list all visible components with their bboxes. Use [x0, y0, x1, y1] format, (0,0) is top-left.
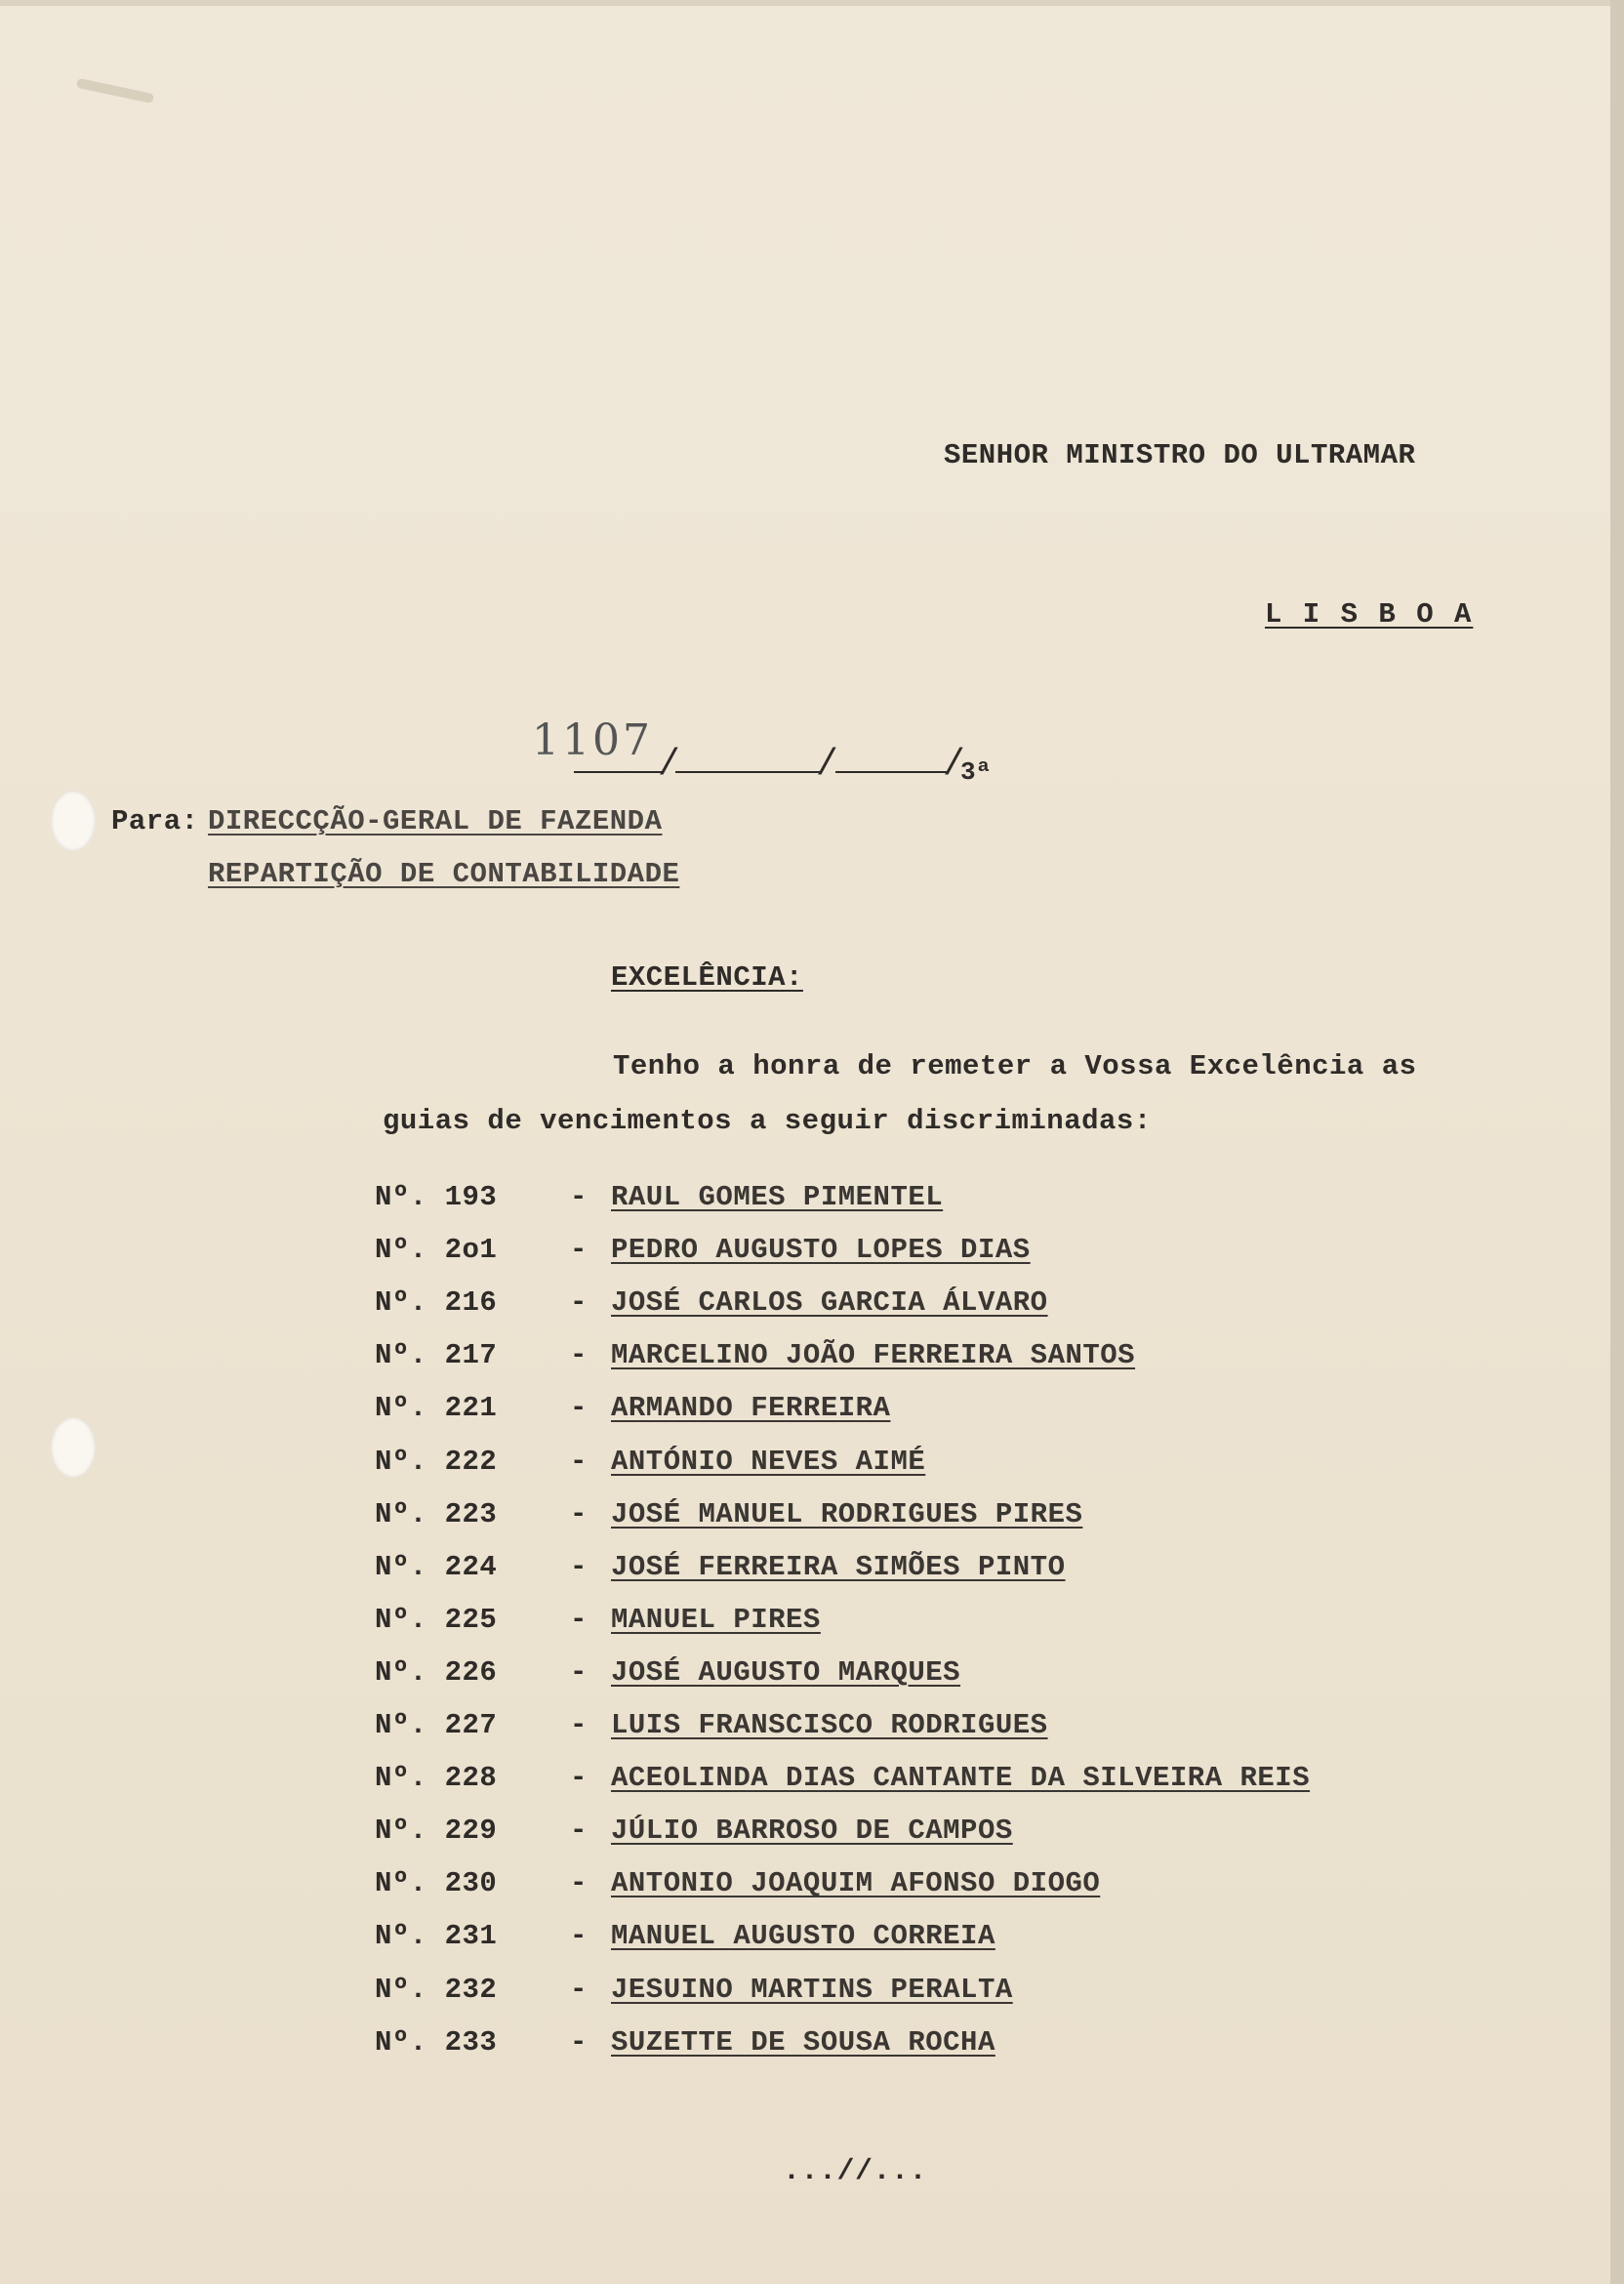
continuation-mark: ...//... — [783, 2155, 928, 2188]
entry-name: LUIS FRANSCISCO RODRIGUES — [611, 1709, 1048, 1741]
list-item — [375, 1234, 1031, 1273]
entry-name: SUZETTE DE SOUSA ROCHA — [611, 2025, 995, 2059]
reference-blank-3 — [835, 771, 947, 773]
entry-name: RAUL GOMES PIMENTEL — [611, 1181, 944, 1213]
entry-separator: - — [570, 2025, 588, 2059]
entry-name: JESUINO MARTINS PERALTA — [611, 1973, 1013, 2006]
entry-separator: - — [570, 1550, 588, 1583]
entry-separator: - — [570, 1920, 588, 1953]
entry-number: Nº. 222 — [375, 1445, 498, 1478]
entry-number: Nº. 225 — [375, 1603, 498, 1636]
recipient-line: SENHOR MINISTRO DO ULTRAMAR — [944, 439, 1416, 471]
punch-hole-bottom — [51, 1417, 96, 1478]
entry-separator: - — [570, 1867, 588, 1900]
entry-name: PEDRO AUGUSTO LOPES DIAS — [611, 1234, 1031, 1267]
page-top-edge — [0, 0, 1624, 6]
body-line-2: guias de vencimentos a seguir discriminadas: — [383, 1105, 1152, 1137]
reference-number: 1107 — [532, 715, 653, 765]
reference-slash-2: / — [816, 744, 838, 786]
salutation: EXCELÊNCIA: — [611, 961, 803, 994]
entry-number: Nº. 216 — [375, 1286, 498, 1320]
entry-number: Nº. 230 — [375, 1867, 498, 1900]
entry-number: Nº. 233 — [375, 2025, 498, 2059]
entry-separator: - — [570, 1815, 588, 1848]
entry-name: MANUEL PIRES — [611, 1603, 821, 1636]
entry-separator: - — [570, 1655, 588, 1689]
list-item — [375, 1920, 995, 1959]
list-item — [375, 1392, 890, 1431]
entry-name: JOSÉ AUGUSTO MARQUES — [611, 1655, 961, 1689]
addressee-line-2: REPARTIÇÃO DE CONTABILIDADE — [208, 858, 680, 890]
entry-name: ANTONIO JOAQUIM AFONSO DIOGO — [611, 1867, 1101, 1900]
list-item — [375, 1762, 1310, 1801]
body-line-1: Tenho a honra de remeter a Vossa Excelência as — [613, 1050, 1417, 1082]
entry-name: ACEOLINDA DIAS CANTANTE DA SILVEIRA REIS — [611, 1762, 1311, 1795]
entry-separator: - — [570, 1603, 588, 1636]
entry-number: Nº. 231 — [375, 1920, 498, 1953]
entry-name: JÚLIO BARROSO DE CAMPOS — [611, 1815, 1013, 1848]
punch-hole-top — [51, 791, 96, 851]
entry-name: JOSÉ CARLOS GARCIA ÁLVARO — [611, 1286, 1048, 1320]
entry-number: Nº. 223 — [375, 1497, 498, 1530]
reference-series: 3ª — [960, 757, 993, 787]
entry-number: Nº. 217 — [375, 1339, 498, 1372]
page-right-edge — [1610, 0, 1624, 2284]
entry-name: ARMANDO FERREIRA — [611, 1392, 891, 1425]
entry-separator: - — [570, 1392, 588, 1425]
list-item — [375, 1551, 1065, 1590]
entry-separator: - — [570, 1497, 588, 1530]
list-item — [375, 2026, 995, 2065]
entry-number: Nº. 221 — [375, 1392, 498, 1425]
entry-separator: - — [570, 1445, 588, 1478]
list-item — [375, 1656, 960, 1695]
entry-separator: - — [570, 1762, 588, 1795]
addressee-line-1: DIRECCÇÃO-GERAL DE FAZENDA — [208, 805, 663, 837]
entry-number: Nº. 228 — [375, 1762, 498, 1795]
list-item — [375, 1498, 1082, 1537]
entry-number: Nº. 2o1 — [375, 1234, 498, 1267]
entry-number: Nº. 229 — [375, 1815, 498, 1848]
reference-blank-1 — [574, 771, 662, 773]
entry-name: MANUEL AUGUSTO CORREIA — [611, 1920, 995, 1953]
entry-number: Nº. 193 — [375, 1181, 498, 1213]
list-item — [375, 1339, 1135, 1378]
list-item — [375, 1974, 1013, 2013]
list-item — [375, 1709, 1048, 1748]
entry-name: JOSÉ FERREIRA SIMÕES PINTO — [611, 1550, 1066, 1583]
list-item — [375, 1815, 1013, 1854]
list-item — [375, 1446, 925, 1485]
entry-separator: - — [570, 1181, 588, 1213]
entry-separator: - — [570, 1286, 588, 1320]
reference-slash-1: / — [658, 744, 680, 786]
entry-number: Nº. 226 — [375, 1655, 498, 1689]
list-item — [375, 1181, 943, 1220]
list-item — [375, 1286, 1048, 1326]
entry-name: ANTÓNIO NEVES AIMÉ — [611, 1445, 926, 1478]
addressee-prefix: Para: — [111, 805, 199, 837]
list-item — [375, 1604, 821, 1643]
reference-blank-2 — [675, 771, 820, 773]
entry-number: Nº. 227 — [375, 1709, 498, 1741]
list-item — [375, 1867, 1100, 1906]
city-line: L I S B O A — [1265, 598, 1474, 631]
entry-separator: - — [570, 1973, 588, 2006]
entry-separator: - — [570, 1339, 588, 1372]
reference-slash-3: / — [943, 744, 965, 786]
paper-stain — [76, 78, 154, 103]
entry-name: MARCELINO JOÃO FERREIRA SANTOS — [611, 1339, 1136, 1372]
entry-number: Nº. 224 — [375, 1550, 498, 1583]
entry-separator: - — [570, 1709, 588, 1741]
entry-name: JOSÉ MANUEL RODRIGUES PIRES — [611, 1497, 1083, 1530]
entry-number: Nº. 232 — [375, 1973, 498, 2006]
entry-separator: - — [570, 1234, 588, 1267]
